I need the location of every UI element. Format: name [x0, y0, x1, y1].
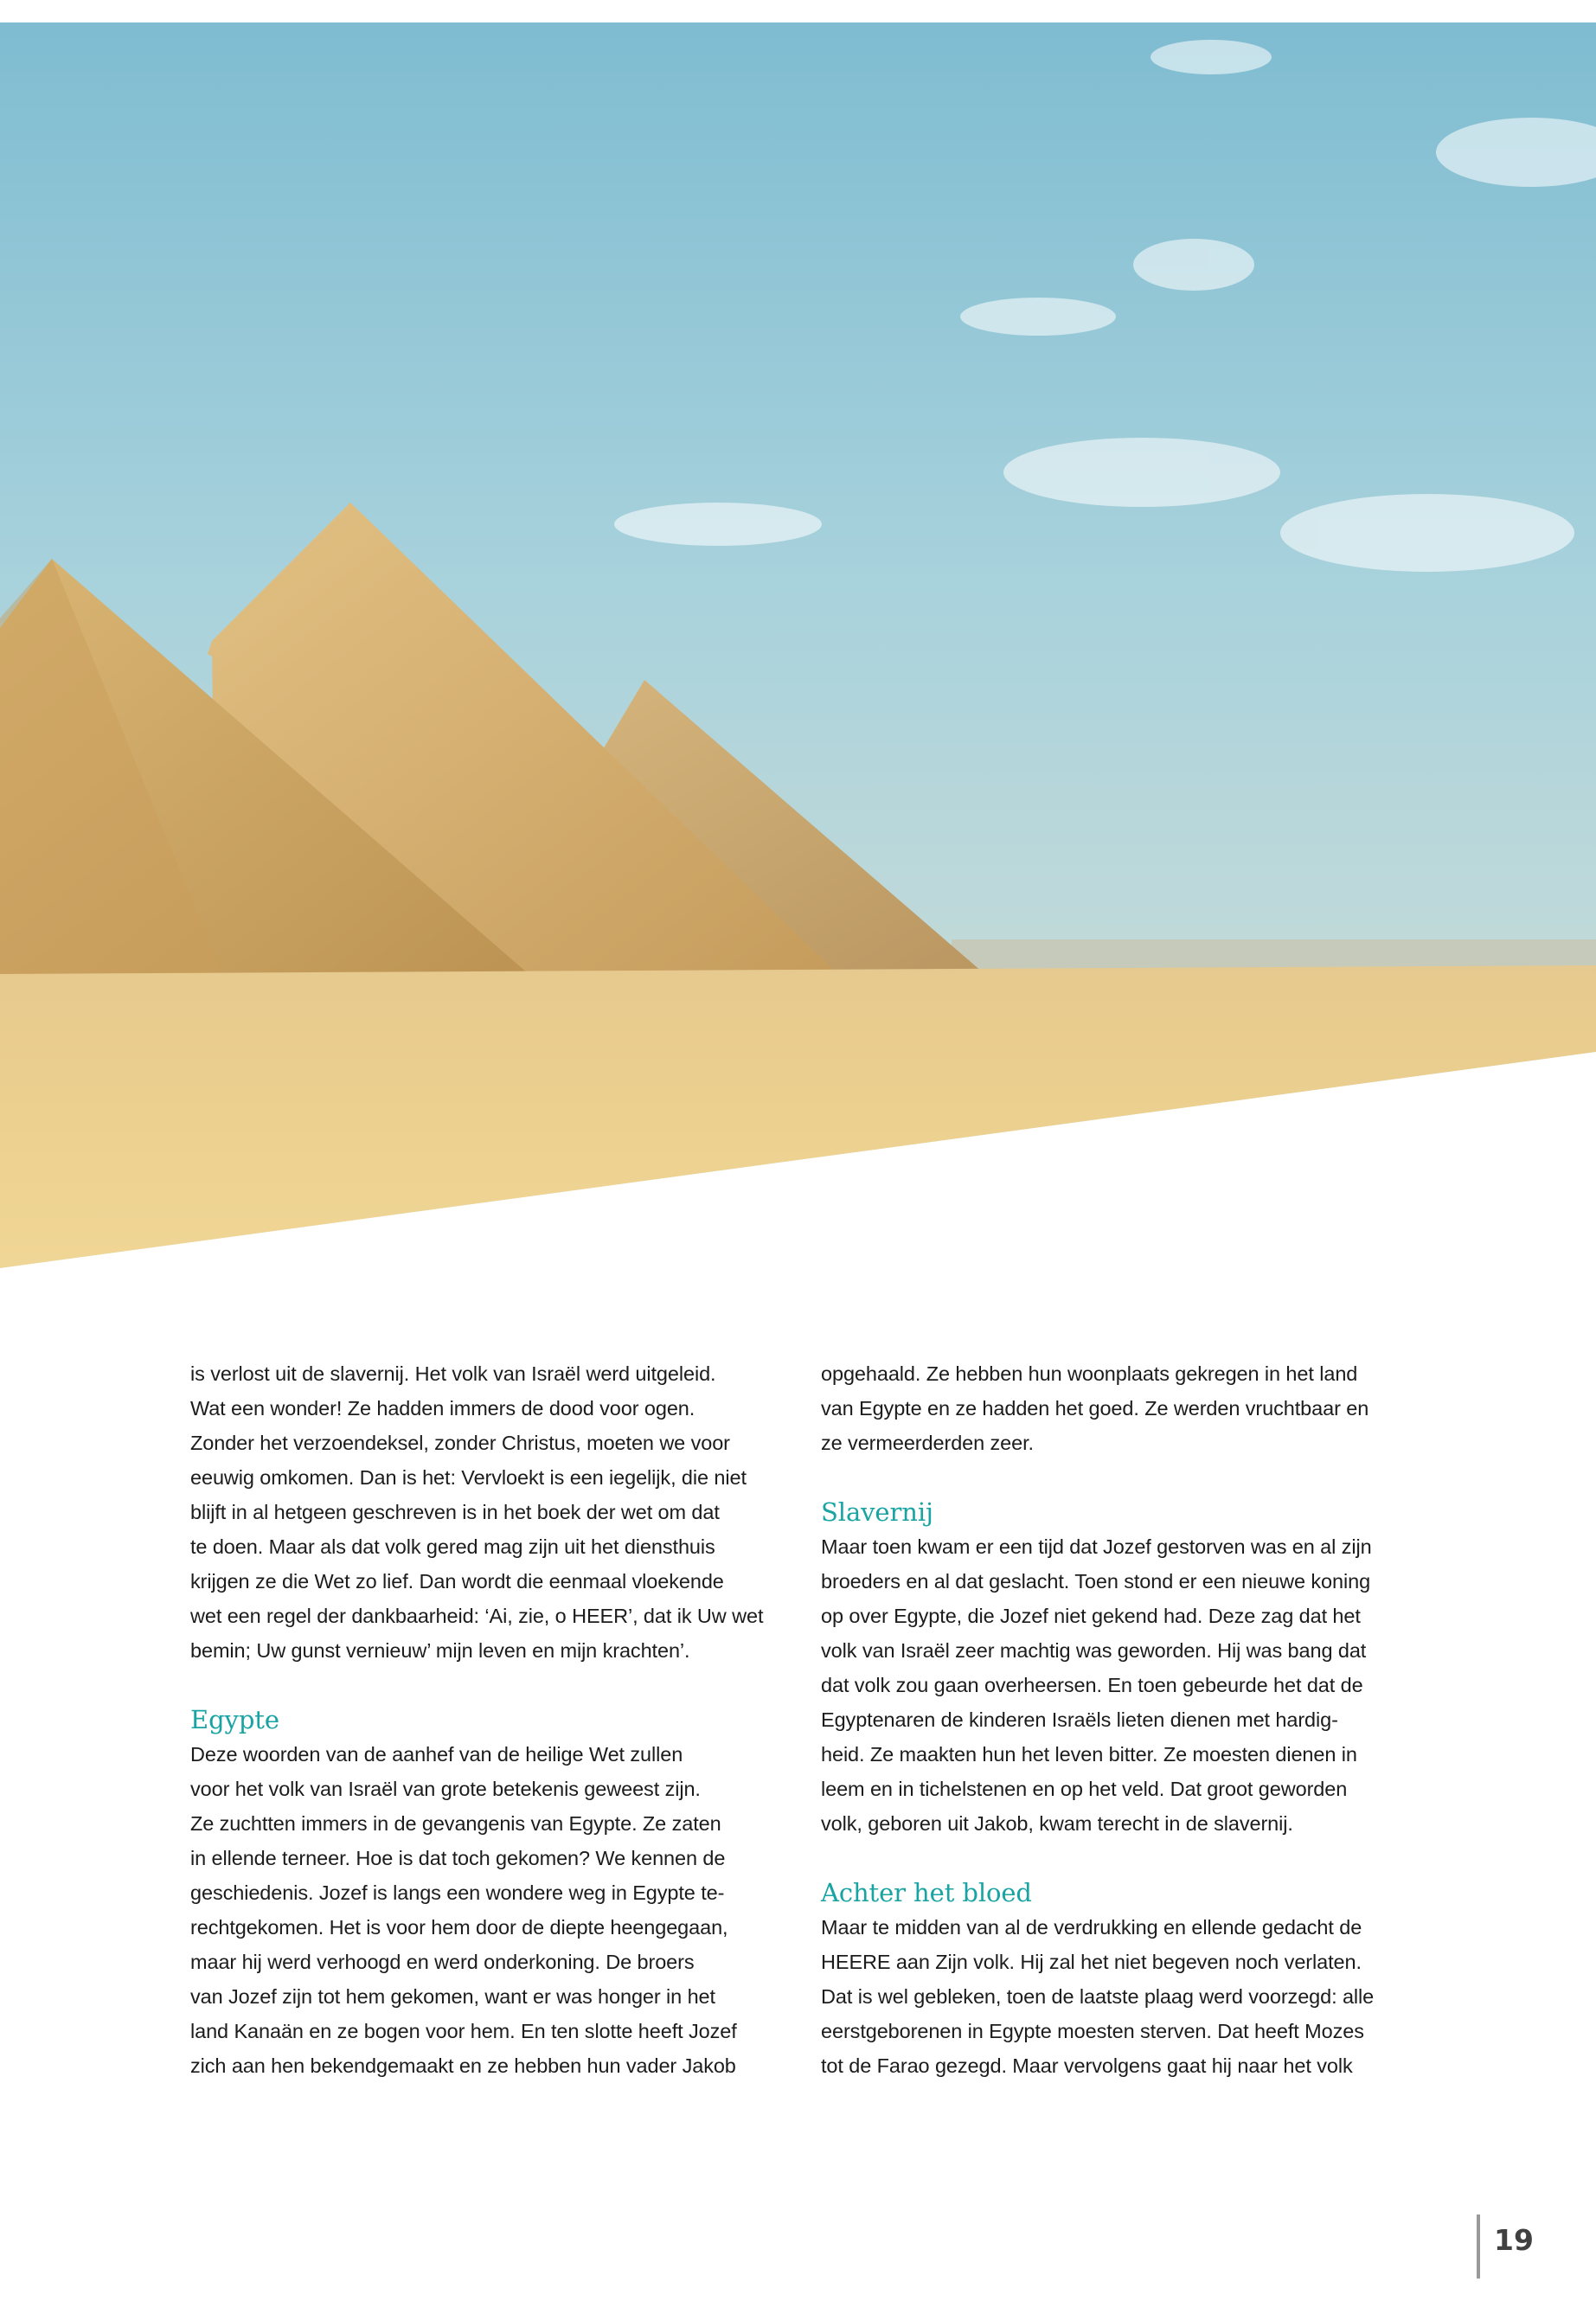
text-line: land Kanaän en ze bogen voor hem. En ten slotte heeft Jozef	[190, 2020, 737, 2042]
text-line: is verlost uit de slavernij. Het volk van Israël werd uitgeleid.	[190, 1362, 716, 1385]
page-number	[1477, 2214, 1554, 2266]
text-line: maar hij werd verhoogd en werd onderkoning. De broers	[190, 1951, 695, 1973]
text-line: bemin; Uw gunst vernieuw’ mijn leven en mijn krachten’.	[190, 1639, 690, 1662]
text-line: van Egypte en ze hadden het goed. Ze werden vruchtbaar en	[821, 1397, 1369, 1420]
text-line: Zonder het verzoendeksel, zonder Christus, moeten we voor	[190, 1432, 730, 1454]
text-line: Egyptenaren de kinderen Israëls lieten dienen met hardig-	[821, 1708, 1338, 1731]
egypte-paragraph	[190, 1737, 774, 2083]
text-line: Maar te midden van al de verdrukking en ellende gedacht de	[821, 1916, 1362, 1939]
text-line: in ellende terneer. Hoe is dat toch gekomen? We kennen de	[190, 1847, 726, 1869]
text-line: leem en in tichelstenen en op het veld. Dat groot geworden	[821, 1778, 1348, 1800]
section-heading-egypte: Egypte	[190, 1705, 279, 1734]
intro-paragraph	[190, 1356, 774, 1668]
text-line: tot de Farao gezegd. Maar vervolgens gaat hij naar het volk	[821, 2054, 1353, 2077]
text-line: eeuwig omkomen. Dan is het: Vervloekt is een iegelijk, die niet	[190, 1466, 747, 1489]
text-line: Wat een wonder! Ze hadden immers de dood voor ogen.	[190, 1397, 695, 1420]
section-heading-slavernij: Slavernij	[821, 1497, 933, 1527]
text-line: volk, geboren uit Jakob, kwam terecht in de slavernij.	[821, 1812, 1293, 1835]
slavernij-paragraph	[821, 1529, 1405, 1841]
text-line: blijft in al hetgeen geschreven is in het boek der wet om dat	[190, 1501, 720, 1523]
text-line: HEERE aan Zijn volk. Hij zal het niet begeven noch verlaten.	[821, 1951, 1362, 1973]
text-line: voor het volk van Israël van grote betekenis geweest zijn.	[190, 1778, 701, 1800]
text-line: op over Egypte, die Jozef niet gekend had. Deze zag dat het	[821, 1605, 1361, 1627]
text-line: rechtgekomen. Het is voor hem door de diepte heengegaan,	[190, 1916, 728, 1939]
achter-het-bloed-paragraph	[821, 1910, 1405, 2083]
text-line: Deze woorden van de aanhef van de heilige Wet zullen	[190, 1743, 683, 1766]
text-line: zich aan hen bekendgemaakt en ze hebben hun vader Jakob	[190, 2054, 736, 2077]
text-line: opgehaald. Ze hebben hun woonplaats gekregen in het land	[821, 1362, 1358, 1385]
text-line: wet een regel der dankbaarheid: ‘Ai, zie, o HEER’, dat ik Uw wet	[190, 1605, 764, 1627]
text-line: Dat is wel gebleken, toen de laatste plaag werd voorzegd: alle	[821, 1985, 1375, 2008]
text-line: dat volk zou gaan overheersen. En toen gebeurde het dat de	[821, 1674, 1363, 1696]
hero-image-pyramids	[0, 22, 1596, 1268]
text-line: krijgen ze die Wet zo lief. Dan wordt die eenmaal vloekende	[190, 1570, 724, 1593]
text-line: eerstgeborenen in Egypte moesten sterven. Dat heeft Mozes	[821, 2020, 1364, 2042]
text-line: te doen. Maar als dat volk gered mag zijn uit het diensthuis	[190, 1535, 715, 1558]
text-line: Maar toen kwam er een tijd dat Jozef gestorven was en al zijn	[821, 1535, 1372, 1558]
page-number-text: 19	[1494, 2223, 1534, 2257]
section-heading-achter-het-bloed: Achter het bloed	[821, 1878, 1032, 1907]
text-line: van Jozef zijn tot hem gekomen, want er was honger in het	[190, 1985, 715, 2008]
right-column	[821, 1356, 1405, 2083]
text-line: volk van Israël zeer machtig was geworden. Hij was bang dat	[821, 1639, 1367, 1662]
text-line: ze vermeerderden zeer.	[821, 1432, 1034, 1454]
text-line: heid. Ze maakten hun het leven bitter. Ze moesten dienen in	[821, 1743, 1357, 1766]
text-line: broeders en al dat geslacht. Toen stond er een nieuwe koning	[821, 1570, 1371, 1593]
left-column	[190, 1356, 774, 2083]
text-line: Ze zuchtten immers in de gevangenis van Egypte. Ze zaten	[190, 1812, 721, 1835]
text-line: geschiedenis. Jozef is langs een wondere weg in Egypte te-	[190, 1881, 725, 1904]
page-number-divider	[1477, 2214, 1480, 2279]
intro-paragraph	[821, 1356, 1405, 1460]
